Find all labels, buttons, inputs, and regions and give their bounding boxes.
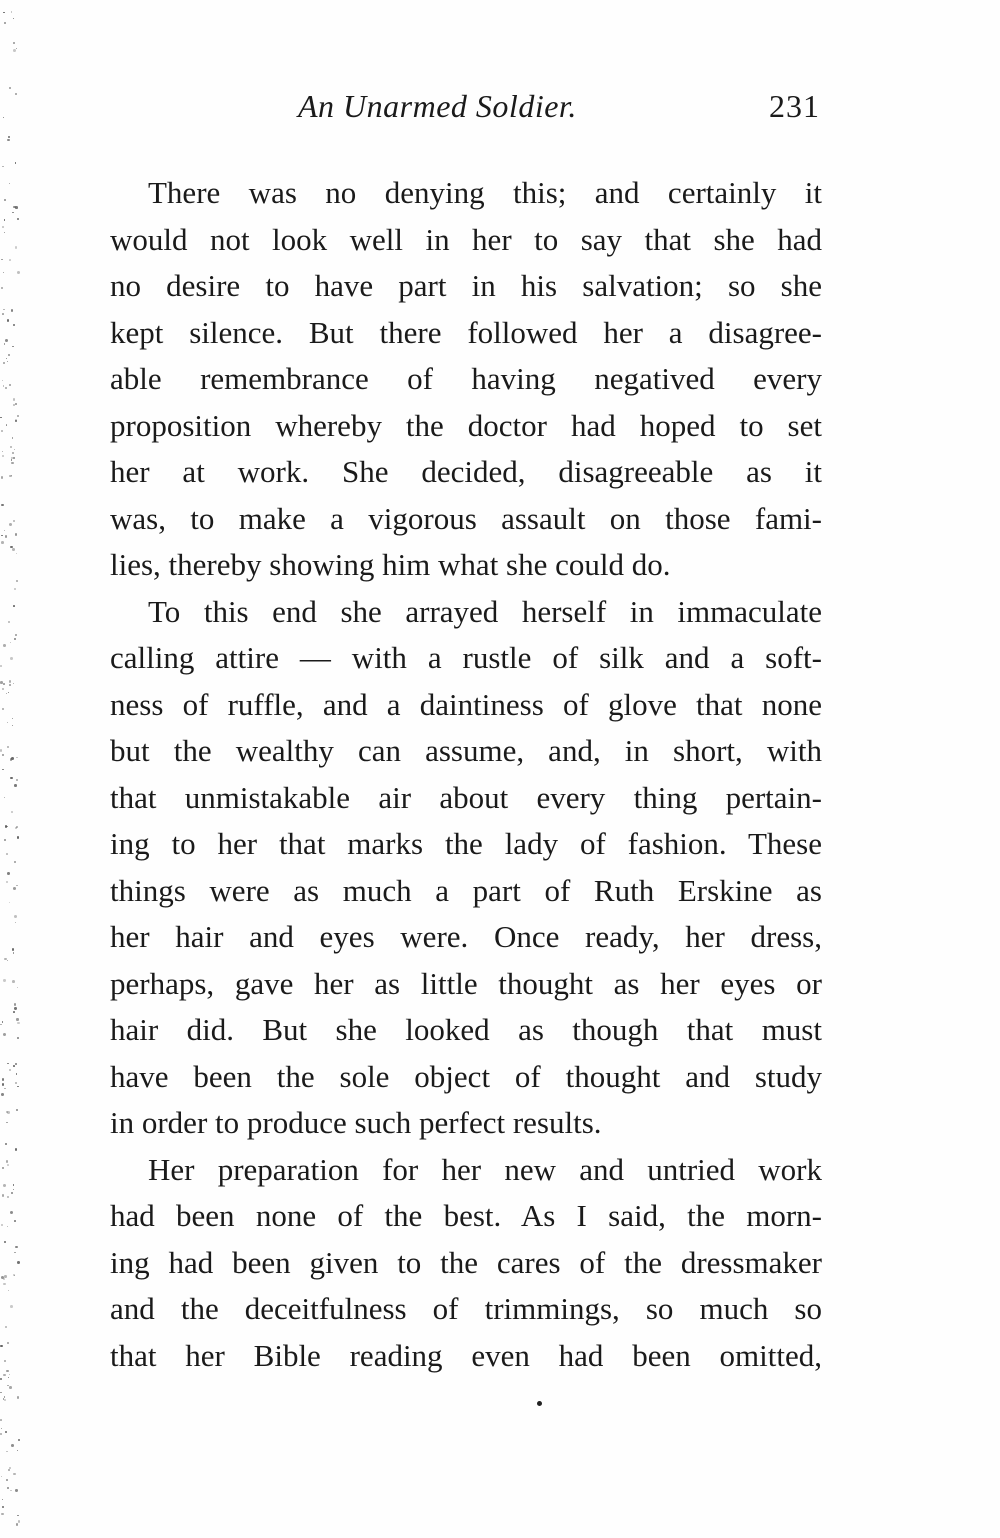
text-line: her hair and eyes were. Once ready, her dress, [110, 919, 822, 954]
edge-speck [7, 1342, 10, 1345]
edge-speck [16, 885, 17, 886]
edge-speck [8, 1377, 9, 1378]
text-line: Her preparation for her new and untried work [148, 1151, 822, 1187]
edge-speck [15, 246, 17, 248]
edge-speck [5, 387, 7, 389]
edge-speck [6, 1479, 8, 1481]
edge-speck [7, 960, 8, 961]
edge-speck [16, 553, 17, 554]
edge-speck [1, 1476, 3, 1478]
text-line: There was no denying this; and certainly it [148, 175, 822, 210]
edge-speck [10, 446, 12, 448]
edge-speck [14, 1007, 16, 1009]
edge-speck [2, 380, 3, 381]
paragraph [110, 170, 822, 589]
edge-speck [17, 1450, 18, 1451]
edge-speck [7, 722, 8, 723]
edge-speck [5, 1143, 8, 1146]
edge-speck [13, 18, 14, 19]
edge-speck [10, 1305, 13, 1308]
edge-speck [9, 523, 12, 526]
edge-speck [4, 530, 5, 531]
edge-speck [2, 1083, 5, 1086]
edge-speck [0, 1024, 1, 1025]
edge-speck [4, 1241, 6, 1243]
edge-speck [0, 1378, 1, 1379]
edge-speck [15, 93, 17, 95]
edge-speck [7, 1226, 8, 1227]
edge-speck [13, 1011, 15, 1013]
edge-speck [4, 1275, 6, 1277]
edge-speck [16, 48, 17, 49]
edge-speck [13, 683, 14, 684]
edge-speck [3, 1283, 6, 1286]
edge-speck [18, 1439, 20, 1441]
text-line: ness of ruffle, and a daintiness of glove that none [110, 686, 822, 722]
edge-speck [9, 1467, 11, 1469]
binding-edge-specks [0, 0, 22, 1538]
text-line: have been the sole object of thought and study [110, 1058, 822, 1094]
edge-speck [4, 1088, 5, 1089]
edge-speck [13, 1184, 15, 1186]
text-line: things were as much a part of Ruth Erskine as [110, 872, 822, 908]
edge-speck [13, 605, 15, 607]
edge-speck [10, 1211, 13, 1214]
edge-speck [6, 693, 7, 694]
edge-speck [1, 504, 3, 506]
edge-speck [1, 1513, 4, 1516]
edge-speck [14, 449, 15, 450]
edge-speck [5, 1431, 7, 1433]
edge-speck [15, 922, 16, 923]
edge-speck [2, 1167, 3, 1168]
running-title: An Unarmed Soldier. [298, 88, 577, 124]
edge-speck [14, 861, 16, 863]
edge-speck [16, 580, 18, 582]
edge-speck [7, 872, 10, 875]
edge-speck [13, 324, 15, 326]
edge-speck [15, 162, 16, 163]
edge-speck [11, 462, 14, 465]
edge-speck [0, 665, 1, 666]
edge-speck [3, 385, 4, 386]
edge-speck [17, 271, 20, 274]
edge-speck [3, 362, 5, 364]
edge-speck [1, 1428, 2, 1429]
edge-speck [9, 183, 10, 184]
edge-speck [0, 1433, 2, 1435]
text-line: that her Bible reading even had been omitted, [110, 1337, 822, 1373]
edge-speck [15, 1148, 17, 1150]
edge-speck [4, 219, 6, 221]
edge-speck [2, 708, 4, 710]
edge-speck [9, 1374, 10, 1375]
page-number: 231 [769, 88, 820, 124]
edge-speck [2, 1506, 4, 1508]
edge-speck [6, 853, 8, 855]
edge-speck [3, 1184, 6, 1187]
edge-speck [2, 1078, 5, 1081]
edge-speck [13, 520, 15, 522]
text-line: proposition whereby the doctor had hoped to set [110, 407, 822, 443]
edge-speck [1, 535, 2, 536]
edge-speck [8, 136, 10, 138]
edge-speck [1, 430, 3, 432]
edge-speck [3, 979, 5, 981]
edge-speck [8, 1469, 10, 1471]
edge-speck [0, 417, 1, 418]
edge-speck [3, 644, 6, 647]
edge-speck [17, 1022, 20, 1025]
text-line: hair did. But she looked as though that must [110, 1012, 822, 1047]
edge-speck [2, 455, 3, 456]
edge-speck [12, 548, 15, 551]
edge-speck [4, 1399, 6, 1401]
edge-speck [8, 1290, 10, 1292]
edge-speck [13, 457, 16, 460]
edge-speck [11, 1444, 14, 1447]
edge-speck [15, 206, 18, 209]
edge-speck [15, 403, 17, 405]
edge-speck [6, 1451, 7, 1452]
edge-speck [7, 139, 9, 141]
edge-speck [1, 287, 3, 289]
edge-speck [14, 784, 17, 787]
edge-speck [17, 1037, 19, 1039]
ink-dot [537, 1401, 542, 1406]
edge-speck [2, 1499, 3, 1500]
edge-speck [0, 1392, 2, 1394]
edge-speck [2, 166, 3, 167]
text-line: but the wealthy can assume, and, in short, with [110, 733, 822, 768]
edge-speck [16, 1073, 17, 1074]
edge-speck [1, 259, 2, 260]
text-line: able remembrance of having negatived every [110, 361, 822, 396]
edge-speck [14, 1220, 16, 1222]
edge-speck [12, 437, 13, 438]
edge-speck [7, 746, 9, 748]
edge-speck [17, 1086, 19, 1088]
edge-speck [15, 533, 17, 535]
text-line: ing had been given to the cares of the dressmaker [110, 1244, 822, 1280]
edge-speck [12, 725, 13, 726]
edge-speck [4, 1396, 5, 1397]
edge-speck [15, 1063, 17, 1065]
edge-speck [8, 354, 11, 357]
edge-speck [7, 1487, 9, 1489]
edge-speck [17, 415, 19, 417]
edge-speck [9, 259, 11, 261]
edge-speck [5, 1326, 6, 1327]
edge-speck [14, 1252, 15, 1253]
edge-speck [4, 1360, 6, 1362]
edge-speck [17, 1261, 20, 1264]
edge-speck [16, 779, 18, 781]
edge-speck [13, 1189, 14, 1190]
edge-speck [4, 343, 6, 345]
paragraph [110, 1147, 822, 1380]
edge-speck [7, 319, 9, 321]
edge-speck [18, 1520, 21, 1523]
edge-speck [1, 541, 4, 544]
edge-speck [16, 1109, 18, 1111]
text-line: ing to her that marks the lady of fashion. These [110, 826, 822, 861]
edge-speck [16, 1018, 18, 1020]
edge-speck [13, 1473, 15, 1475]
edge-speck [10, 657, 13, 660]
edge-speck [0, 1419, 2, 1421]
edge-speck [4, 232, 5, 233]
edge-speck [8, 692, 9, 693]
edge-speck [2, 1021, 3, 1022]
edge-speck [11, 811, 13, 813]
edge-speck [11, 1192, 13, 1194]
edge-speck [9, 902, 10, 903]
edge-speck [12, 980, 15, 983]
edge-speck [15, 1489, 17, 1491]
edge-speck [13, 42, 15, 44]
text-line: calling attire — with a rustle of silk and a soft- [110, 640, 822, 675]
text-line: To this end she arrayed herself in immaculate [148, 593, 822, 629]
edge-speck [13, 887, 16, 890]
edge-speck [2, 313, 4, 315]
edge-speck [5, 825, 7, 827]
edge-speck [3, 12, 5, 14]
body-text [110, 170, 822, 1379]
edge-speck [12, 212, 13, 213]
edge-speck [11, 309, 14, 312]
edge-speck [13, 398, 16, 401]
edge-speck [9, 680, 11, 682]
edge-speck [2, 1194, 5, 1197]
text-line: perhaps, gave her as little thought as her eyes or [110, 965, 822, 1001]
edge-speck [17, 1515, 19, 1517]
edge-speck [3, 117, 4, 118]
edge-speck [9, 684, 11, 686]
edge-speck [6, 1370, 8, 1372]
edge-speck [12, 718, 13, 719]
edge-speck [3, 1398, 4, 1399]
text-line: would not look well in her to say that she had [110, 221, 822, 257]
edge-speck [9, 1069, 12, 1072]
text-line: kept silence. But there followed her a disagree- [110, 314, 822, 350]
edge-speck [9, 87, 11, 89]
edge-speck [12, 452, 14, 454]
edge-speck [15, 1082, 17, 1084]
edge-speck [2, 754, 3, 755]
edge-speck [2, 688, 4, 690]
edge-speck [2, 451, 3, 452]
edge-speck [6, 881, 8, 883]
edge-speck [10, 758, 12, 760]
edge-speck [0, 749, 2, 751]
text-line: that unmistakable air about every thing pertain- [110, 779, 822, 815]
edge-speck [3, 1374, 5, 1376]
edge-speck [13, 952, 15, 954]
edge-speck [15, 419, 17, 421]
text-line: no desire to have part in his salvation; so she [110, 268, 822, 303]
edge-speck [2, 769, 3, 770]
text-line: was, to make a vigorous assault on those fami- [110, 500, 822, 536]
text-line: had been none of the best. As I said, the morn- [110, 1198, 822, 1233]
edge-speck [11, 475, 12, 476]
text-line: in order to produce such perfect results. [110, 1105, 602, 1140]
edge-speck [16, 1523, 18, 1525]
edge-speck [14, 1003, 17, 1006]
edge-speck [3, 309, 4, 310]
running-head [110, 88, 822, 128]
edge-speck [4, 199, 7, 202]
edge-speck [0, 681, 3, 684]
edge-speck [3, 272, 4, 273]
edge-speck [12, 346, 13, 347]
edge-speck [6, 1160, 8, 1162]
text-line: and the deceitfulness of trimmings, so much so [110, 1291, 822, 1326]
edge-speck [15, 634, 17, 636]
edge-speck [7, 1063, 9, 1065]
text-line: her at work. She decided, disagreeable as it [110, 454, 822, 489]
edge-speck [8, 621, 10, 623]
text-line: lies, thereby showing him what she could do. [110, 547, 671, 582]
edge-speck [15, 827, 17, 829]
edge-speck [10, 1490, 11, 1491]
edge-speck [16, 757, 18, 759]
edge-speck [17, 987, 18, 988]
edge-speck [1, 476, 3, 478]
edge-speck [2, 226, 4, 228]
edge-speck [5, 339, 8, 342]
edge-speck [1, 1093, 4, 1096]
edge-speck [11, 11, 13, 13]
edge-speck [10, 777, 13, 780]
edge-speck [3, 1033, 6, 1036]
edge-speck [13, 1065, 15, 1067]
edge-speck [17, 836, 19, 838]
edge-speck [0, 1345, 3, 1348]
edge-speck [1, 1224, 3, 1226]
paragraph [110, 589, 822, 1147]
edge-speck [6, 1122, 8, 1124]
edge-speck [17, 1396, 20, 1399]
edge-speck [13, 49, 16, 52]
edge-speck [7, 361, 9, 363]
edge-speck [14, 638, 16, 640]
edge-speck [6, 424, 7, 425]
edge-speck [11, 459, 12, 460]
edge-speck [10, 642, 11, 643]
edge-speck [4, 839, 6, 841]
edge-speck [5, 535, 8, 538]
edge-speck [4, 22, 6, 24]
edge-speck [12, 948, 14, 950]
edge-speck [6, 358, 7, 359]
edge-speck [9, 384, 11, 386]
edge-speck [7, 1164, 9, 1166]
edge-speck [9, 1386, 12, 1389]
edge-speck [3, 683, 5, 685]
edge-speck [15, 1246, 17, 1248]
edge-speck [7, 1196, 10, 1199]
edge-speck [14, 915, 17, 918]
edge-speck [17, 218, 20, 221]
edge-speck [4, 797, 5, 798]
edge-speck [14, 588, 16, 590]
